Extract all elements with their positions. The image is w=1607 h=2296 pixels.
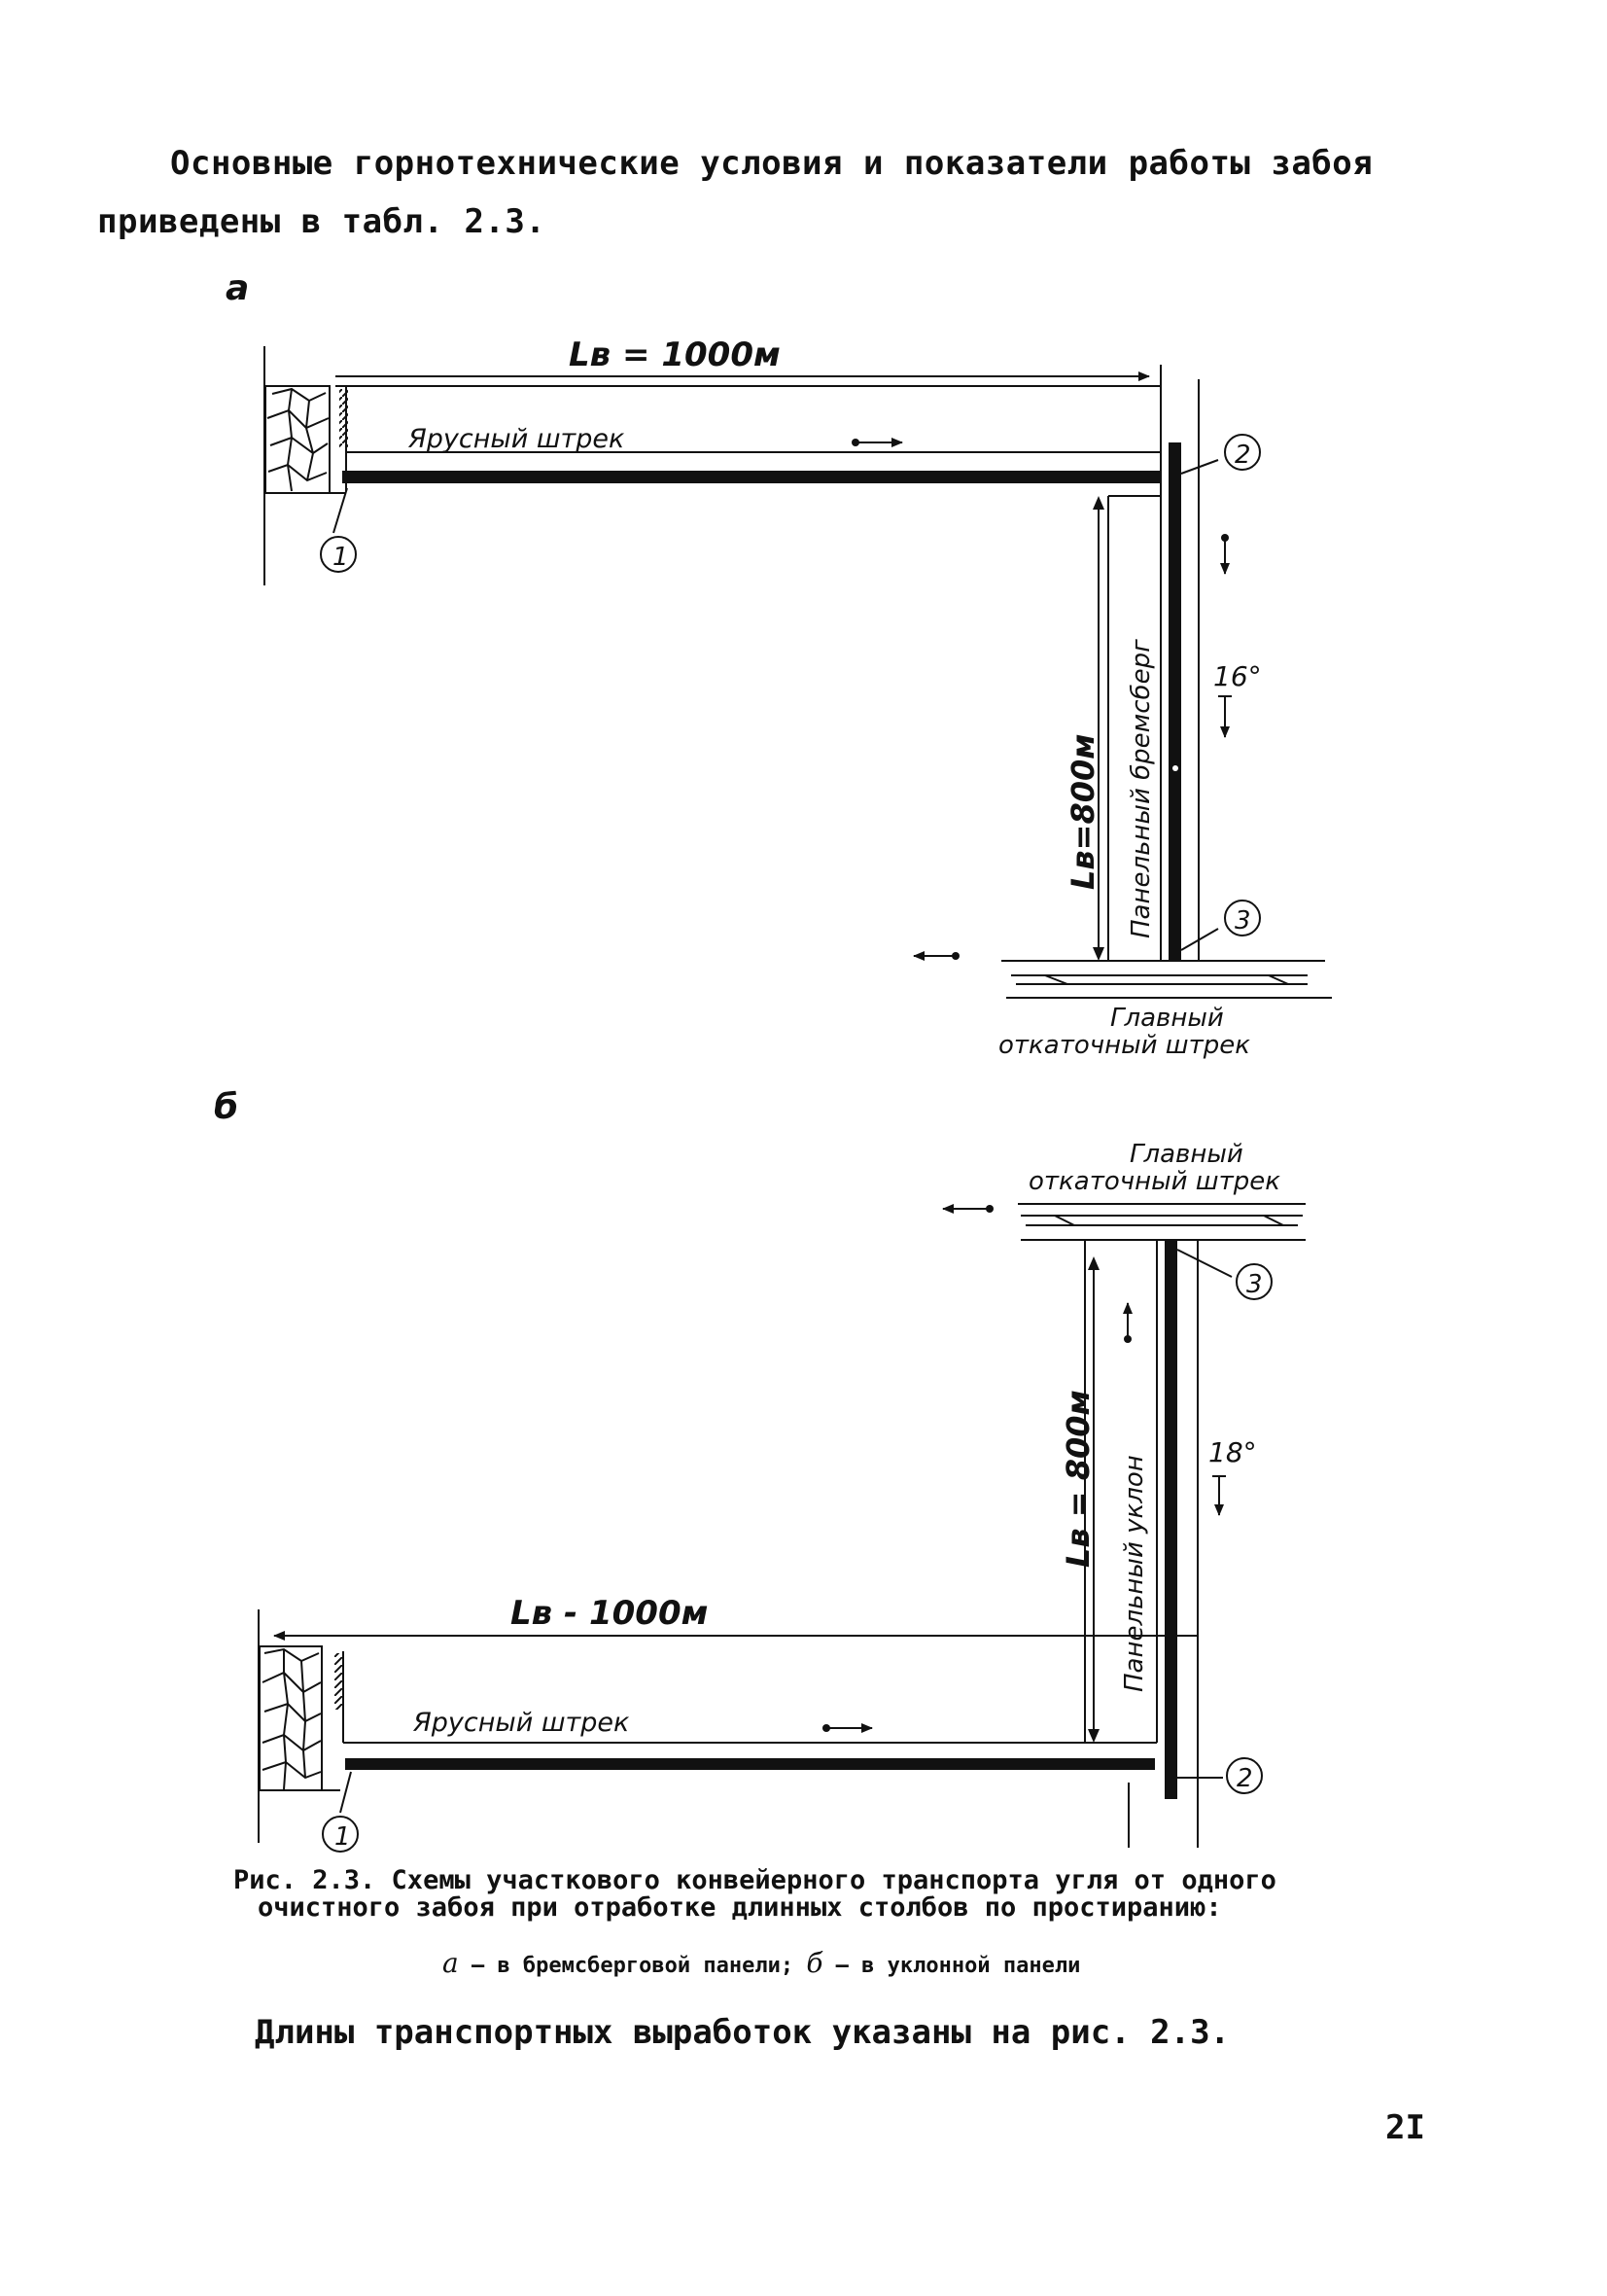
diagram-b-rock-pillar [260, 1646, 322, 1790]
diagram-b-main-drift-label-2: откаточный штрек [1029, 1167, 1280, 1196]
subcaption-b-letter: б [806, 1947, 823, 1979]
diagram-a-drift-label: Ярусный штрек [408, 424, 625, 454]
diagram-b-length-horizontal: Lв - 1000м [510, 1594, 709, 1633]
diagram-b-flow-arrow-incline [1124, 1303, 1132, 1343]
diagram-a-length-horizontal: Lв = 1000м [569, 336, 781, 374]
diagram-a-main-drift-label-1: Главный [1110, 1004, 1224, 1033]
diagram-b-drift-conveyor [345, 1758, 1155, 1770]
diagram-a-flow-arrow-main [914, 952, 960, 960]
diagram-a-flow-arrow-drift [852, 439, 902, 446]
subcaption-b-text: – в уклонной панели [822, 1954, 1081, 1978]
figure-subcaption [442, 1947, 1080, 1979]
diagram-b-dip-arrow [1212, 1476, 1226, 1515]
diagram-a-incline-conveyor [1169, 442, 1181, 961]
diagram-b-flow-arrow-drift [822, 1724, 872, 1732]
diagram-a-incline-label: Панельный бремсберг [1127, 639, 1156, 938]
diagram-b-incline-conveyor [1165, 1240, 1177, 1799]
caption-line-2: очистного забоя при отработке длинных столбов по простиранию: [258, 1892, 1222, 1923]
diagram-b [214, 1087, 1306, 1852]
diagram-a-flow-arrow-incline [1221, 534, 1229, 574]
diagram-b-drift-label: Ярусный штрек [413, 1708, 630, 1738]
svg-text:1: 1 [332, 543, 349, 572]
diagram-a-length-vertical: Lв=800м [1065, 733, 1101, 890]
subcaption-a-letter: а [442, 1947, 459, 1979]
diagram-a-label: а [226, 268, 250, 308]
intro-line-1: Основные горнотехнические условия и показатели работы забоя [170, 144, 1374, 183]
diagram-b-main-drift-label-1: Главный [1130, 1140, 1243, 1169]
page-number: 2I [1385, 2108, 1425, 2147]
diagram-a-angle: 16° [1213, 660, 1262, 692]
diagram-a-main-drift-label-2: откаточный штрек [998, 1031, 1250, 1060]
diagram-b-length-vertical: Lв = 800м [1060, 1390, 1097, 1568]
intro-line-2: приведены в табл. 2.3. [97, 202, 546, 241]
figure-caption [233, 1867, 1400, 1922]
svg-text:2: 2 [1235, 441, 1251, 470]
diagram-b-incline-label: Панельный уклон [1120, 1455, 1149, 1692]
caption-line-1: Рис. 2.3. Схемы участкового конвейерного транспорта угля от одного [233, 1865, 1276, 1895]
diagram-a-rock-pillar [265, 386, 330, 493]
diagram-a [226, 268, 1332, 1060]
closing-sentence: Длины транспортных выработок указаны на рис. 2.3. [255, 2013, 1231, 2052]
diagram-b-angle: 18° [1208, 1436, 1257, 1468]
diagram-a-dip-arrow [1218, 696, 1232, 737]
diagram-a-main-drift [1001, 961, 1332, 998]
svg-text:3: 3 [1246, 1270, 1263, 1299]
diagram-b-face-hatch [334, 1653, 343, 1710]
diagram-b-label: б [214, 1087, 239, 1127]
diagram-b-flow-arrow-main [943, 1205, 994, 1213]
svg-text:2: 2 [1237, 1764, 1253, 1793]
subcaption-a-text: – в бремсберговой панели; [458, 1954, 807, 1978]
svg-text:1: 1 [334, 1822, 351, 1852]
diagram-b-main-drift [1018, 1204, 1306, 1240]
diagram-a-drift-conveyor [342, 471, 1162, 483]
svg-text:3: 3 [1235, 906, 1251, 936]
